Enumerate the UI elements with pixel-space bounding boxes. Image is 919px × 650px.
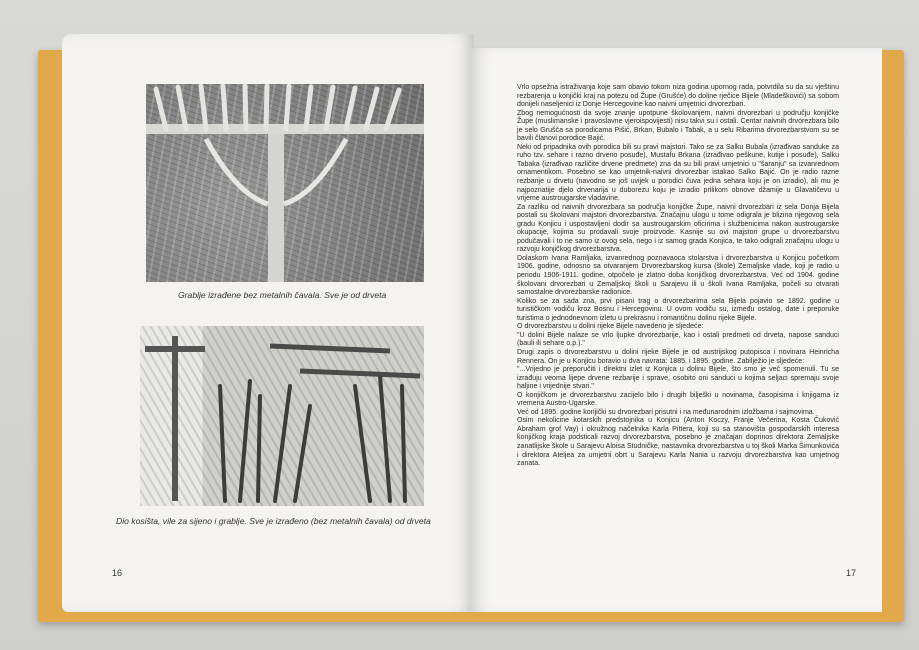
rake-illustration xyxy=(146,84,424,282)
article-text xyxy=(517,84,839,469)
caption-tools: Dio kosišta, vile za sijeno i grablje. Sve je izrađeno (bez metalnih čavala) od drveta xyxy=(116,516,431,526)
rake-photo xyxy=(146,84,424,282)
tools-illustration xyxy=(140,326,424,506)
paragraph: O drvorezbarstvu u dolini rijeke Bijele navedeno je sljedeće: xyxy=(517,323,704,331)
paragraph: "U dolini Bijele nalaze se vrlo ljupke drvorezbarije, kao i ostali predmeti od drveta, napose sanduci (bauli ili sehare o.p.)." xyxy=(517,331,839,348)
paragraph: O konjičkom je drvorezbarstvu zacijelo bilo i drugih bilješki u novinama, časopisima i knjigama iz vremena Austro-Ugarske. xyxy=(517,391,839,408)
paragraph: "...Vrijedno je preporučiti i direktni izlet iz Konjica u dolinu Bijele, što smo je već spomenuli. Tu se izrađuju veoma lijepe drvene rezbarije i sprave, osobito oni sanduci u kojima seljaci spremaju svoje haljine i vrijednije stvari." xyxy=(517,366,839,391)
tools-photo xyxy=(140,326,424,506)
paragraph: Koliko se za sada zna, prvi pisani trag o drvorezbarima sela Bijela pojavio se 1892. godine u turističkom vodiču kroz Bosnu i Hercegovinu. U ovom vodiču su, između ostalog, date i preporuke turistima o jednodnevnom izletu u prekrasnu i romantičnu dolinu rijeke Bijele. xyxy=(517,297,839,322)
paragraph: Već od 1895. godine konjički su drvorezbari prisutni i na međunarodnim izložbama i sajmovima. xyxy=(517,408,815,416)
paragraph: Vrlo opsežna istraživanja koje sam obavio tokom niza godina upornog rada, potvrdila su da su vještinu rezbarenja u konjički kraj na potezu od Župe (Grušće) do doline rječice Bijele (Mladeškovići) sa sobom donijeli naseljenici iz Donje Hercegovine kao naivni umjetnici drvorezbari. xyxy=(517,84,839,109)
caption-rake: Grablje izrađene bez metalnih čavala. Sve je od drveta xyxy=(178,290,387,300)
paragraph: Neki od pripadnika ovih porodica bili su pravi majstori. Tako se za Salku Bubala (izrađivao sanduke za ruho tzv. sehare i razno drveno posuđe), Mustafu Brkana (izrađivao peškune, kutije i posuđe), Salku Tabaka (izrađivao različite drvene predmete) zna da su bili pravi umjetnici u "šaranju" sa izvanrednom ornamentikom. Posebno se kao umjetnik-naivni drvorezbar istakao Salko Bajić. On je radio razne rezbarije u drvetu (navodno se još uvijek u porodici čuva jedna sehara koju je on izradio), ali mu je najpoznatije djelo drvenarija u duborezu koju je izradio prilikom obnove džamije u Glavatičevu u vrijeme austrougarske vladavine. xyxy=(517,143,839,203)
page-number-left: 16 xyxy=(112,568,123,578)
paragraph: Dolaskom Ivana Ramljaka, izvanrednog poznavaoca stolarstva i drvorezbarstva u Konjicu početkom 1906. godine, odnosno sa otvaranjem Drvorezbarskog kursa (škole) Zemaljske vlade, koji je radio u periodu 1906-1911. godine, otpočelo je zlatno doba konjičkog drvorezbarstva. Već od 1904. godine školovani drvorezbari u Zemaljskoj školi u Sarajevu ili u školi Ivana Ramljaka, počeli su otvarati samostalne drvorezbarske radionice. xyxy=(517,254,839,297)
paragraph: Zbog nemogućnosti da svoje znanje upotpune školovanjem, naivni drvorezbari u području konjičke Župe (muslimanske i pravoslavne vjeroispovijesti) nisu takvi su i ostali. Centar naivnih drvorezbara bilo je selo Grušča sa porodicama Pišić, Brkan, Bubalo i Tabak, a u selu Ribarima drvorezbarstvom su se bavili članovi porodice Bajić. xyxy=(517,109,839,143)
paragraph: Osim nekolicine kotarskih predstojnika u Konjicu (Anton Koczy, Franje Večerina, Kosta Čuković Abraham grof Vay) i okružnog načelnika Karla Pittera, koji su sa stanovišta gospodarskih interesa konjičkog kraja podsticali razvoj drvorezbarstva, posebno je značajan doprinos direktora Zemaljske zanatlijske škole u Sarajevu Aloisa Studničke, nastavnika drvorezbarstva u toj školi Marka Šimunkovića i direktora Ateljea za umjetni obrt u Sarajevu Karla Nania u razvoju drvorezbarstva kao umjetnog zanata. xyxy=(517,417,839,468)
page-number-right: 17 xyxy=(846,568,857,578)
paragraph: Drugi zapis o drvorezbarstvu u dolini rijeke Bijele je od austrijskog putopisca i novinara Heinricha Rennera. On je u Konjicu boravio u dva navrata: 1885. i 1895. godine. Zabilježio je sljedeće: xyxy=(517,348,839,365)
paragraph: Za razliku od naivnih drvorezbara sa područja konjičke Župe, naivni drvorezbari iz sela Donja Bijela postali su školovani majstori drvorezbarstva. Značajnu ulogu u tome odigrala je blizina njegovog sela gradu Konjicu i uspostavljeni dodir sa austrougarskim oficirima i službenicima nakon austrougarske okupacije, kojima su prodavali svoje proizvode. Kasnije su ovi majstori grupe u drvorezbarstvu podučavali i to ne samo iz ovog sela, nego i iz samog grada Konjica, te tako odigrali značajnu ulogu u razvoju konjičkog drvorezbarstva. xyxy=(517,203,839,254)
